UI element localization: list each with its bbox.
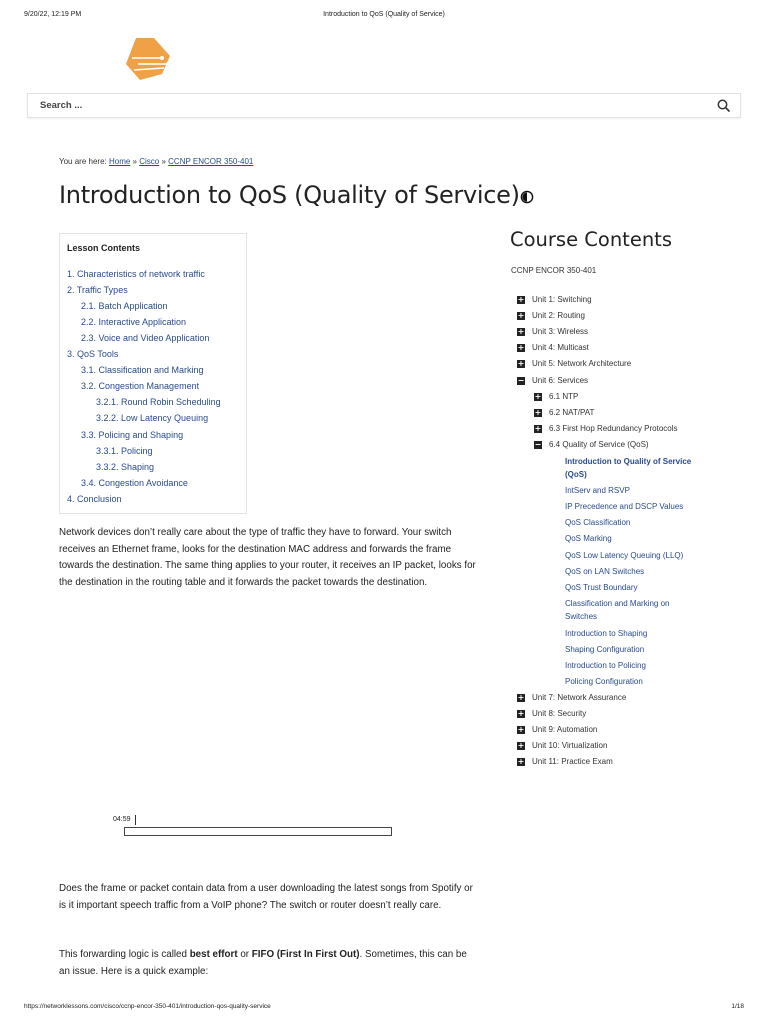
lesson-link-current[interactable]: (QoS) xyxy=(565,470,587,479)
lesson-link[interactable]: IP Precedence and DSCP Values xyxy=(565,502,684,511)
expand-icon[interactable]: + xyxy=(517,343,525,352)
lesson-link[interactable]: Shaping Configuration xyxy=(565,645,645,654)
unit-label[interactable]: Unit 3: Wireless xyxy=(532,327,589,336)
toc-item[interactable]: 2.1. Batch Application xyxy=(81,301,168,311)
p3-best-effort: best effort xyxy=(189,949,238,960)
contrast-toggle-icon[interactable] xyxy=(520,190,534,204)
print-header xyxy=(0,11,768,23)
print-url: https://networklessons.com/cisco/ccnp-encor-350-401/introduction-qos-quality-service xyxy=(24,1003,271,1010)
search-input[interactable]: Search ... xyxy=(40,100,83,111)
lesson-link-current[interactable]: Introduction to Quality of Service xyxy=(565,457,692,466)
lesson-link[interactable]: Classification and Marking on xyxy=(565,599,670,608)
toc-item[interactable]: 1. Characteristics of network traffic xyxy=(67,269,205,279)
toc-item[interactable]: 3.1. Classification and Marking xyxy=(81,365,204,375)
subunit-label[interactable]: 6.1 NTP xyxy=(549,392,579,401)
lesson-link[interactable]: QoS Low Latency Queuing (LLQ) xyxy=(565,551,684,560)
p3-text: This forwarding logic is called xyxy=(59,949,190,960)
unit-label[interactable]: Unit 9: Automation xyxy=(532,725,598,734)
body-paragraph-1: Network devices don’t really care about the type of traffic they have to forward. Your switch receives an Ethernet frame, looks for the destination MAC address and forwards the frame towards the destination. The same thing applies to your router, it receives an IP packet, looks for the destination in the routing table and it forwards the packet towards the destination. xyxy=(59,527,476,588)
unit-label[interactable]: Unit 7: Network Assurance xyxy=(532,693,627,702)
lesson-link[interactable]: Switches xyxy=(565,612,598,621)
toc-item[interactable]: 3.3.1. Policing xyxy=(96,446,153,456)
unit-label[interactable]: Unit 11: Practice Exam xyxy=(532,757,613,766)
breadcrumb-separator: » xyxy=(130,157,140,166)
video-time: 04:59 xyxy=(113,816,131,823)
lesson-link[interactable]: Introduction to Shaping xyxy=(565,629,648,638)
toc-item[interactable]: 2.2. Interactive Application xyxy=(81,317,187,327)
unit-label[interactable]: Unit 1: Switching xyxy=(532,295,592,304)
search-icon[interactable] xyxy=(716,98,732,114)
lesson-contents-box xyxy=(59,233,247,514)
page-title: Introduction to QoS (Quality of Service) xyxy=(59,181,520,209)
lesson-link[interactable]: Introduction to Policing xyxy=(565,661,646,670)
toc-item[interactable]: 2.3. Voice and Video Application xyxy=(81,333,210,343)
breadcrumb-cisco[interactable]: Cisco xyxy=(139,157,160,166)
video-progress-bar[interactable] xyxy=(124,827,392,836)
breadcrumb-separator: » xyxy=(159,157,169,166)
expand-icon[interactable]: + xyxy=(517,725,525,734)
breadcrumb-encor[interactable]: CCNP ENCOR 350-401 xyxy=(168,157,254,166)
video-playhead[interactable] xyxy=(135,815,136,825)
toc-item[interactable]: 3.3.2. Shaping xyxy=(96,462,155,472)
subunit-label[interactable]: 6.2 NAT/PAT xyxy=(549,408,595,417)
toc-item[interactable]: 3.2. Congestion Management xyxy=(81,381,200,391)
breadcrumb-home[interactable]: Home xyxy=(108,157,131,166)
expand-icon[interactable]: + xyxy=(517,741,525,750)
toc-item[interactable]: 3.3. Policing and Shaping xyxy=(81,430,184,440)
breadcrumb-prefix: You are here: xyxy=(59,157,109,166)
toc-item[interactable]: 3.2.1. Round Robin Scheduling xyxy=(96,397,221,407)
expand-icon[interactable]: + xyxy=(517,757,525,766)
expand-icon[interactable]: + xyxy=(517,295,525,304)
lesson-contents-title: Lesson Contents xyxy=(67,243,141,253)
lesson-link[interactable]: QoS Marking xyxy=(565,534,612,543)
expand-icon[interactable]: + xyxy=(517,693,525,702)
expand-icon[interactable]: + xyxy=(534,392,542,401)
expand-icon[interactable]: + xyxy=(534,408,542,417)
lesson-link[interactable]: QoS on LAN Switches xyxy=(565,567,645,576)
lesson-link[interactable]: Policing Configuration xyxy=(565,677,643,686)
lesson-link[interactable]: QoS Classification xyxy=(565,518,631,527)
course-subtitle[interactable]: CCNP ENCOR 350-401 xyxy=(511,266,597,275)
lesson-link[interactable]: QoS Trust Boundary xyxy=(565,583,638,592)
print-title: Introduction to QoS (Quality of Service) xyxy=(323,11,445,18)
toc-item[interactable]: 4. Conclusion xyxy=(67,494,122,504)
body-paragraph-3 xyxy=(59,947,479,980)
p3-fifo: FIFO (First In First Out) xyxy=(251,949,360,960)
toc-item[interactable]: 2. Traffic Types xyxy=(67,285,128,295)
lesson-link[interactable]: IntServ and RSVP xyxy=(565,486,630,495)
print-page-number: 1/18 xyxy=(731,1003,744,1010)
unit-label[interactable]: Unit 8: Security xyxy=(532,709,587,718)
unit-label[interactable]: Unit 6: Services xyxy=(532,376,589,385)
expand-icon[interactable]: + xyxy=(517,359,525,368)
site-logo-icon[interactable] xyxy=(122,34,174,84)
toc-item[interactable]: 3.2.2. Low Latency Queuing xyxy=(96,413,209,423)
toc-item[interactable]: 3.4. Congestion Avoidance xyxy=(81,478,188,488)
print-date: 9/20/22, 12:19 PM xyxy=(24,11,82,18)
expand-icon[interactable]: + xyxy=(534,424,542,433)
p3-text: or xyxy=(237,949,252,960)
breadcrumb xyxy=(59,157,253,166)
toc-item[interactable]: 3. QoS Tools xyxy=(67,349,119,359)
expand-icon[interactable]: + xyxy=(517,327,525,336)
expand-icon[interactable]: + xyxy=(517,311,525,320)
subunit-label[interactable]: 6.4 Quality of Service (QoS) xyxy=(549,440,649,449)
expand-icon[interactable]: + xyxy=(517,709,525,718)
unit-label[interactable]: Unit 4: Multicast xyxy=(532,343,589,352)
search-bar[interactable] xyxy=(27,93,741,118)
body-paragraph-2: Does the frame or packet contain data from a user downloading the latest songs from Spotify or is it important speech traffic from a VoIP phone? The switch or router doesn’t really care. xyxy=(59,883,473,911)
unit-label[interactable]: Unit 5: Network Architecture xyxy=(532,359,632,368)
p3-text: . Sometimes, this can be an issue. Here is a quick example: xyxy=(59,949,467,977)
unit-label[interactable]: Unit 2: Routing xyxy=(532,311,585,320)
course-contents-title: Course Contents xyxy=(510,228,672,251)
subunit-label[interactable]: 6.3 First Hop Redundancy Protocols xyxy=(549,424,678,433)
unit-label[interactable]: Unit 10: Virtualization xyxy=(532,741,608,750)
collapse-icon[interactable]: − xyxy=(517,376,525,385)
collapse-icon[interactable]: − xyxy=(534,440,542,449)
